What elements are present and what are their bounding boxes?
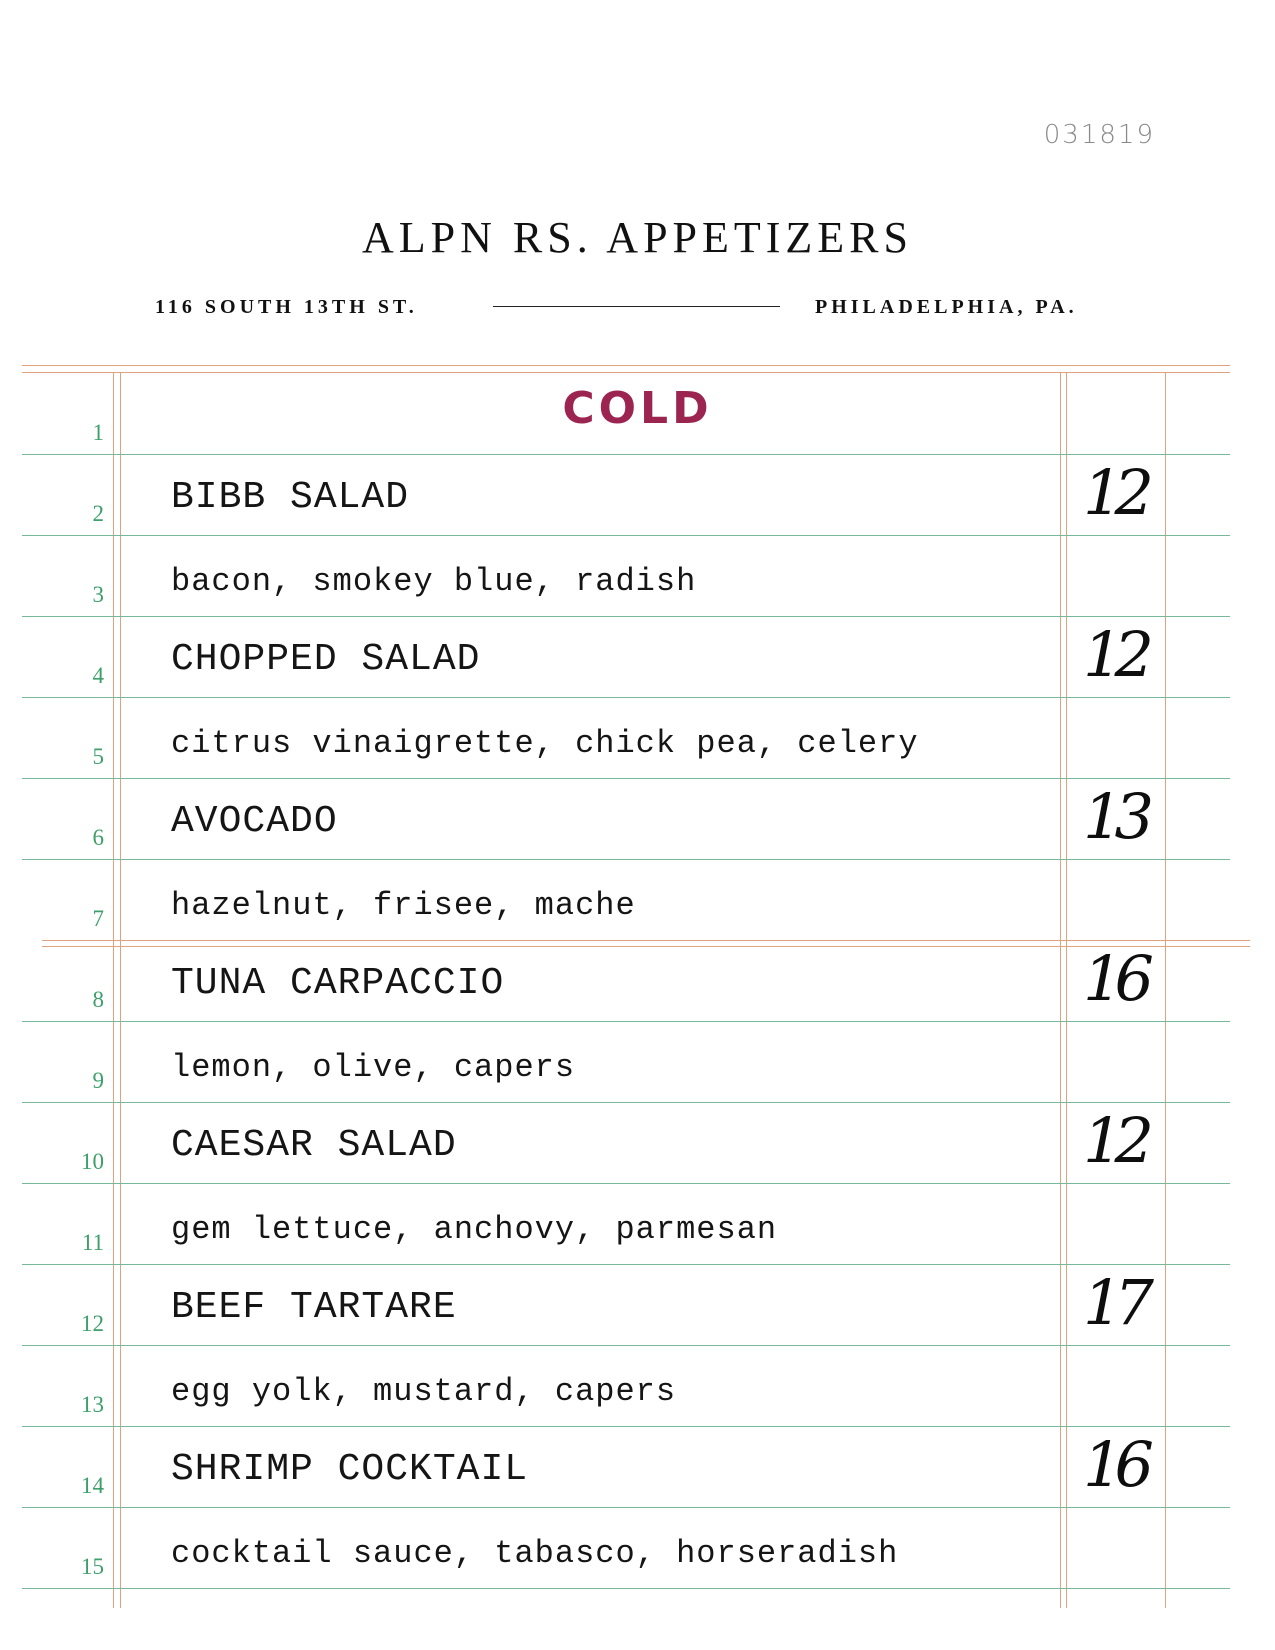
item-name: BIBB SALAD [171,476,410,519]
row-number: 2 [92,501,104,526]
ledger-row [0,1507,1275,1588]
item-description: cocktail sauce, tabasco, horseradish [171,1535,899,1572]
item-name: SHRIMP COCKTAIL [171,1448,529,1491]
row-number: 6 [92,825,104,850]
row-number: 9 [92,1068,104,1093]
ledger-row [0,1345,1275,1426]
row-number: 5 [92,744,104,769]
ledger-row [0,1021,1275,1102]
item-price: 16 [1083,942,1146,1015]
item-description: hazelnut, frisee, mache [171,887,636,924]
item-name: TUNA CARPACCIO [171,962,505,1005]
top-rule-outer [22,365,1230,366]
item-name: CAESAR SALAD [171,1124,457,1167]
ledger-row [0,373,1275,454]
item-price: 17 [1083,1266,1146,1339]
address-city: PHILADELPHIA, PA. [815,296,1078,318]
item-description: lemon, olive, capers [171,1049,576,1086]
ledger-row [0,1264,1275,1345]
item-description: citrus vinaigrette, chick pea, celery [171,725,919,762]
row-number: 11 [81,1230,104,1255]
row-number: 13 [81,1392,104,1417]
ledger-row [0,454,1275,535]
ledger-row [0,616,1275,697]
row-number: 7 [92,906,104,931]
address-divider [493,306,780,307]
row-number: 12 [81,1311,104,1336]
menu-title: ALPN RS. APPETIZERS [362,213,913,262]
ledger-row [0,1183,1275,1264]
item-description: gem lettuce, anchovy, parmesan [171,1211,778,1248]
item-price: 16 [1083,1428,1146,1501]
row-number: 8 [92,987,104,1012]
row-number: 10 [81,1149,104,1174]
item-price: 12 [1083,1104,1146,1177]
item-description: bacon, smokey blue, radish [171,563,697,600]
row-number: 14 [81,1473,104,1498]
ledger-row [0,697,1275,778]
ledger-row [0,778,1275,859]
ledger-row [0,859,1275,940]
row-number: 4 [92,663,104,688]
item-name: AVOCADO [171,800,338,843]
row-number: 15 [81,1554,104,1579]
item-name: BEEF TARTARE [171,1286,457,1329]
row-number: 1 [92,420,104,445]
ledger-row [0,1102,1275,1183]
row-number: 3 [92,582,104,607]
item-price: 12 [1083,456,1146,529]
document-code: 031819 [1043,120,1155,150]
row-line [22,1588,1230,1589]
ledger-row [0,940,1275,1021]
section-title: COLD [562,383,713,434]
address-street: 116 SOUTH 13TH ST. [155,296,418,318]
ledger-row [0,535,1275,616]
item-description: egg yolk, mustard, capers [171,1373,677,1410]
item-price: 13 [1083,780,1146,853]
item-name: CHOPPED SALAD [171,638,481,681]
item-price: 12 [1083,618,1146,691]
ledger-row [0,1426,1275,1507]
